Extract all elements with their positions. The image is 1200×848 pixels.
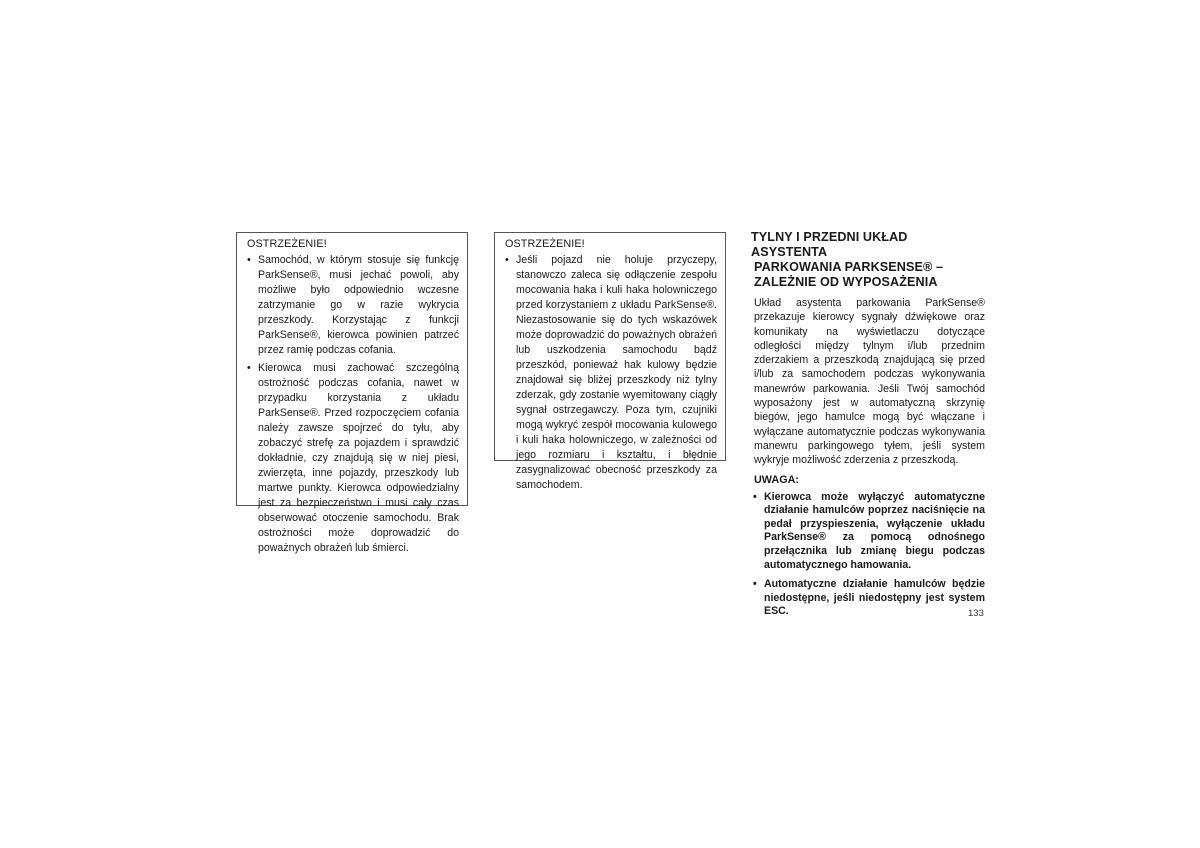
section-title (751, 230, 985, 290)
warning-box-2 (494, 232, 726, 491)
note-list (751, 491, 985, 619)
warning-title: OSTRZEŻENIE! (505, 238, 585, 250)
list-item: • Kierowca musi zachować szczególną ostrożność podczas cofania, nawet w przypadku korzystania z układu ParkSense®. Przed rozpoczęciem cofania należy zawsze spojrzeć do tyłu, aby zobaczyć strefę za pojazdem i sprawdzić dokładnie, czy znajdują się w niej piesi, zwierzęta, inne pojazdy, przeszkody lub martwe punkty. Kierowca odpowiedzialny jest za bezpieczeństwo i musi cały czas obserwować otoczenie samochodu. Brak ostrożności może doprowadzić do poważnych obrażeń lub śmierci. (245, 361, 459, 556)
section-title-line: ZALEŻNIE OD WYPOSAŻENIA (754, 275, 938, 289)
section-title-line: TYLNY I PRZEDNI UKŁAD ASYSTENTA (751, 230, 908, 259)
list-item: • Jeśli pojazd nie holuje przyczepy, stanowczo zaleca się odłączenie zespołu mocowania haka i kuli haka holowniczego przed korzystaniem z układu ParkSense®. Niezastosowanie się do tych wskazówek może doprowadzić do poważnych obrażeń lub uszkodzenia samochodu bądź przeszkód, ponieważ hak kulowy będzie znajdował się bliżej przeszkody niż tylny zderzak, gdy zostanie wyemitowany ciągły sygnał ostrzegawczy. Poza tym, czujniki mogą wykryć zespół mocowania kulowego i kuli haka holowniczego, w zależności od jego rozmiaru i kształtu, i błędnie zasygnalizować obecność przeszkody za samochodem. (503, 253, 717, 493)
section-column (751, 230, 985, 625)
warning-list (503, 253, 717, 493)
list-item: • Samochód, w którym stosuje się funkcję ParkSense®, musi jechać powoli, aby możliwe było odpowiednio wczesne zatrzymanie go w razie wykrycia przeszkody. Korzystając z funkcji ParkSense®, kierowca powinien patrzeć przez ramię podczas cofania. (245, 253, 459, 358)
section-title-line: PARKOWANIA PARKSENSE® – (754, 260, 944, 274)
warning-list (245, 253, 459, 556)
section-paragraph: Układ asystenta parkowania ParkSense® przekazuje kierowcy sygnały dźwiękowe oraz komunikaty na wyświetlaczu dotyczące odległości między tylnym i/lub przednim zderzakiem a przeszkodą znajdującą się przed i/lub za samochodem podczas wykonywania manewrów parkowania. Jeśli Twój samochód wyposażony jest w automatyczną skrzynię biegów, jego hamulce mogą być włączane i wyłączane automatycznie podczas wykonywania manewru parkingowego tyłem, jeśli system wykryje możliwość zderzenia z przeszkodą. (754, 297, 985, 467)
list-item: • Automatyczne działanie hamulców będzie niedostępne, jeśli niedostępny jest system ESC. (751, 578, 985, 619)
list-item: • Kierowca może wyłączyć automatyczne działanie hamulców poprzez naciśnięcie na pedał przyspieszenia, wyłączenie układu ParkSense® za pomocą odnośnego przełącznika lub zmianę biegu podczas automatycznego hamowania. (751, 491, 985, 573)
note-title: UWAGA: (754, 473, 799, 486)
warning-title: OSTRZEŻENIE! (247, 238, 327, 250)
warning-box-1 (236, 232, 468, 554)
page-number: 133 (968, 608, 984, 619)
